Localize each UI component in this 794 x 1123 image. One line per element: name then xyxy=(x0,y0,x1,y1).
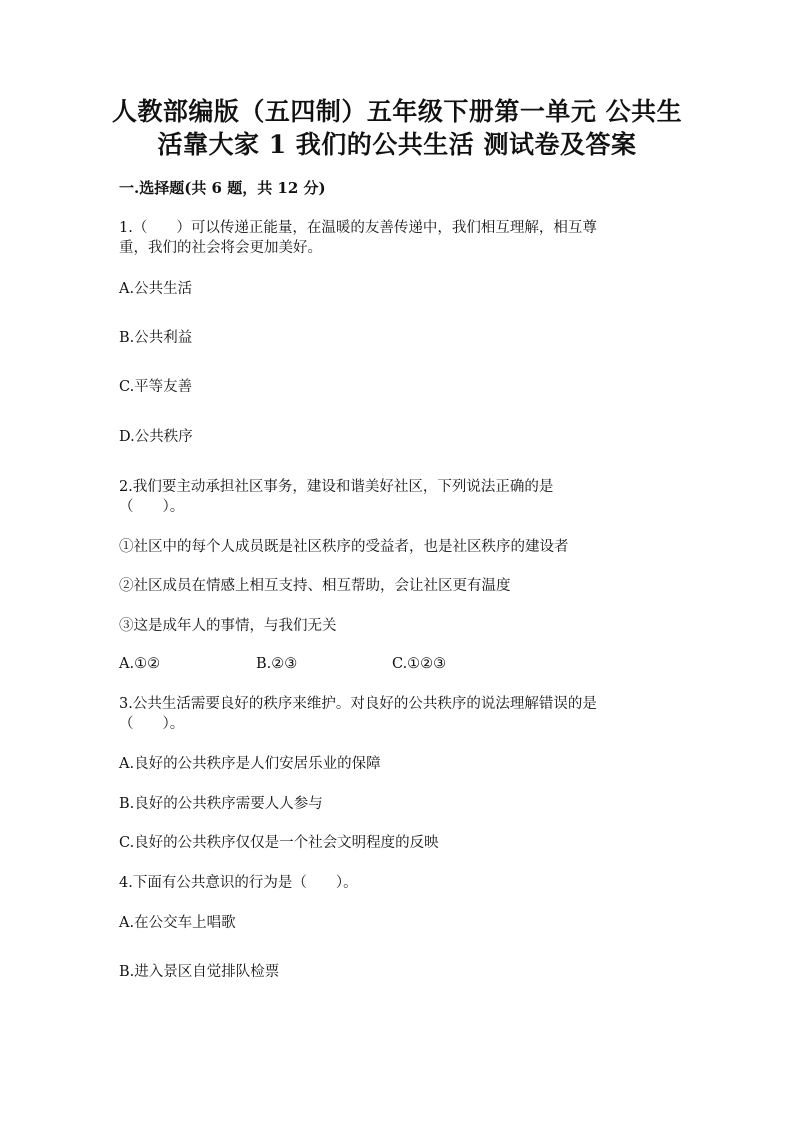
question-3-option-a: A.良好的公共秩序是人们安居乐业的保障 xyxy=(119,756,381,772)
question-3-option-c: C.良好的公共秩序仅仅是一个社会文明程度的反映 xyxy=(119,835,439,851)
question-3-stem-line-1: 3.公共生活需要良好的秩序来维护。对良好的公共秩序的说法理解错误的是 xyxy=(119,696,597,712)
question-3-stem-line-2: （ ）。 xyxy=(119,716,185,732)
question-1-option-d: D.公共秩序 xyxy=(119,429,193,445)
question-2-statement-2: ②社区成员在情感上相互支持、相互帮助，会让社区更有温度 xyxy=(119,578,511,594)
question-4-stem: 4.下面有公共意识的行为是（ ）。 xyxy=(119,875,358,891)
question-1-option-a: A.公共生活 xyxy=(119,281,193,297)
question-2-statement-1: ①社区中的每个人成员既是社区秩序的受益者，也是社区秩序的建设者 xyxy=(119,539,569,555)
question-1-option-c: C.平等友善 xyxy=(119,379,193,395)
question-2-statement-3: ③这是成年人的事情，与我们无关 xyxy=(119,618,337,634)
question-2-stem-line-1: 2.我们要主动承担社区事务，建设和谐美好社区，下列说法正确的是 xyxy=(119,479,554,495)
question-4-option-b: B.进入景区自觉排队检票 xyxy=(119,964,280,980)
question-2-option-b: B.②③ xyxy=(256,656,298,672)
question-1-stem-line-2: 重，我们的社会将会更加美好。 xyxy=(119,240,322,256)
question-1-stem-line-1: 1.（ ）可以传递正能量，在温暖的友善传递中，我们相互理解，相互尊 xyxy=(119,220,597,236)
section-heading: 一.选择题(共 6 题，共 12 分) xyxy=(119,179,326,197)
question-3-option-b: B.良好的公共秩序需要人人参与 xyxy=(119,796,323,812)
document-title-line-1: 人教部编版（五四制）五年级下册第一单元 公共生 xyxy=(111,97,683,126)
question-2-stem-line-2: （ ）。 xyxy=(119,499,185,515)
question-2-option-c: C.①②③ xyxy=(392,656,447,672)
question-2-option-a: A.①② xyxy=(119,656,161,672)
question-1-option-b: B.公共利益 xyxy=(119,330,193,346)
document-title-line-2: 活靠大家 1 我们的公共生活 测试卷及答案 xyxy=(157,130,637,159)
question-4-option-a: A.在公交车上唱歌 xyxy=(119,915,236,931)
